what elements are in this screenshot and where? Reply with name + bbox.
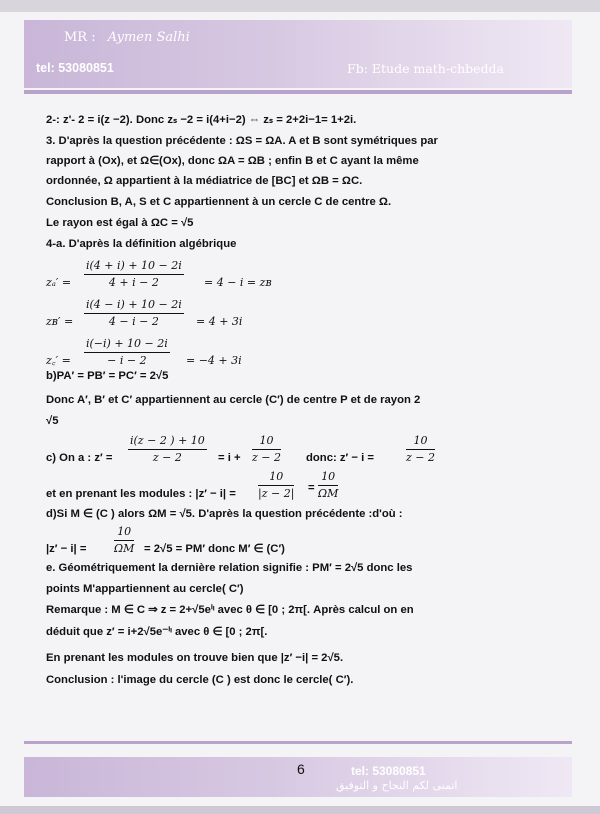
c-middle: = i + <box>218 452 241 464</box>
c-start: c) On a : z′ = <box>46 452 113 464</box>
page-footer <box>24 757 572 797</box>
text-line: 4-a. D'après la définition algébrique <box>46 238 237 250</box>
text-line: ordonnée, Ω appartient à la médiatrice de [BC] et ΩB = ΩC. <box>46 175 363 187</box>
c-denominator-3: z − 2 <box>406 451 436 464</box>
page-number: 6 <box>297 761 305 777</box>
mr-label: MR : <box>64 30 96 45</box>
footer-phone: tel: 53080851 <box>351 764 426 778</box>
author-signature: Aymen Salhi <box>107 30 190 45</box>
zb-result: = 4 + 3i <box>196 315 243 328</box>
header-phone: tel: 53080851 <box>36 61 114 75</box>
modules-start: et en prenant les modules : |z′ − i| = <box>46 488 236 500</box>
text-line: Conclusion B, A, S et C appartiennent à un cercle C de centre Ω. <box>46 196 392 208</box>
zc-label: z꜀′ = <box>46 354 71 367</box>
c-fraction-1 <box>128 434 207 465</box>
zb-denominator: 4 − i − 2 <box>108 315 159 328</box>
modules-fraction-2 <box>318 470 338 501</box>
za-result: = 4 − i = zʙ <box>204 276 272 289</box>
d2-denominator: ΩM <box>114 542 135 555</box>
za-denominator: 4 + i − 2 <box>108 276 159 289</box>
text-line: e. Géométriquement la dernière relation signifie : PM′ = 2√5 donc les <box>46 562 413 574</box>
text-line: Donc A′, B′ et C′ appartiennent au cercle (C′) de centre P et de rayon 2 <box>46 394 421 406</box>
text-line: Remarque : M ∈ C ⇒ z = 2+√5eⁱᶥ avec θ ∈ [0 ; 2π[. Après calcul on en <box>46 604 414 616</box>
c-fraction-2 <box>252 434 281 465</box>
bottom-border <box>0 806 600 814</box>
zc-fraction <box>84 337 170 368</box>
modules-denominator-1: |z − 2| <box>258 487 295 500</box>
za-numerator: i(4 + i) + 10 − 2i <box>84 259 184 275</box>
d2-numerator: 10 <box>114 525 134 541</box>
text-line: rapport à (Ox), et Ω∈(Ox), donc ΩA = ΩB ; enfin B et C ayant la même <box>46 155 419 167</box>
zc-numerator: i(−i) + 10 − 2i <box>84 337 170 353</box>
modules-denominator-2: ΩM <box>318 487 339 500</box>
text-line: √5 <box>46 415 59 427</box>
teacher-name <box>64 30 190 45</box>
text-line: déduit que z′ = i+2√5e⁻ⁱᶥ avec θ ∈ [0 ; 2π[. <box>46 626 268 638</box>
text-line: 3. D'après la question précédente : ΩS = ΩA. A et B sont symétriques par <box>46 135 438 147</box>
text-line: En prenant les modules on trouve bien que |z′ −i| = 2√5. <box>46 652 344 664</box>
c-donc: donc: z′ − i = <box>306 452 374 464</box>
c-numerator-2: 10 <box>252 434 281 450</box>
c-denominator-2: z − 2 <box>252 451 282 464</box>
text-line: points M'appartiennent au cercle( C′) <box>46 583 244 595</box>
d2-end: = 2√5 = PM′ donc M′ ∈ (C′) <box>144 543 285 555</box>
modules-equals: = <box>308 482 315 494</box>
zb-fraction <box>84 298 184 329</box>
header-facebook: Fb: Etude math-chbedda <box>347 61 504 76</box>
modules-numerator-1: 10 <box>258 470 294 486</box>
footer-divider <box>24 741 572 744</box>
zb-numerator: i(4 − i) + 10 − 2i <box>84 298 184 314</box>
d2-fraction <box>114 525 134 556</box>
d2-start: |z′ − i| = <box>46 543 87 555</box>
footer-wish: اتمنى لكم النجاح و التوفيق <box>336 779 458 792</box>
za-label: zₐ′ = <box>46 276 72 289</box>
top-border <box>0 0 600 12</box>
text-line: 2-: z'- 2 = i(z −2). Donc zₛ −2 = i(4+i−2) ⇔ zₛ = 2+2i−1= 1+2i. <box>46 114 357 126</box>
text-line: Conclusion : l'image du cercle (C ) est donc le cercle( C′). <box>46 674 354 686</box>
c-denominator-1: z − 2 <box>152 451 182 464</box>
text-line: b)PA′ = PB′ = PC′ = 2√5 <box>46 370 169 382</box>
text-line: d)Si M ∈ (C ) alors ΩM = √5. D'après la question précédente :d'où : <box>46 508 403 520</box>
modules-fraction-1 <box>258 470 294 501</box>
modules-numerator-2: 10 <box>318 470 338 486</box>
page-header <box>24 20 572 88</box>
za-fraction <box>84 259 184 290</box>
zc-result: = −4 + 3i <box>186 354 242 367</box>
c-fraction-3 <box>406 434 435 465</box>
zb-label: zʙ′ = <box>46 315 74 328</box>
c-numerator-3: 10 <box>406 434 435 450</box>
text-line: Le rayon est égal à ΩC = √5 <box>46 217 194 229</box>
zc-denominator: − i − 2 <box>107 354 147 367</box>
c-numerator-1: i(z − 2 ) + 10 <box>128 434 207 450</box>
header-divider <box>24 90 572 94</box>
